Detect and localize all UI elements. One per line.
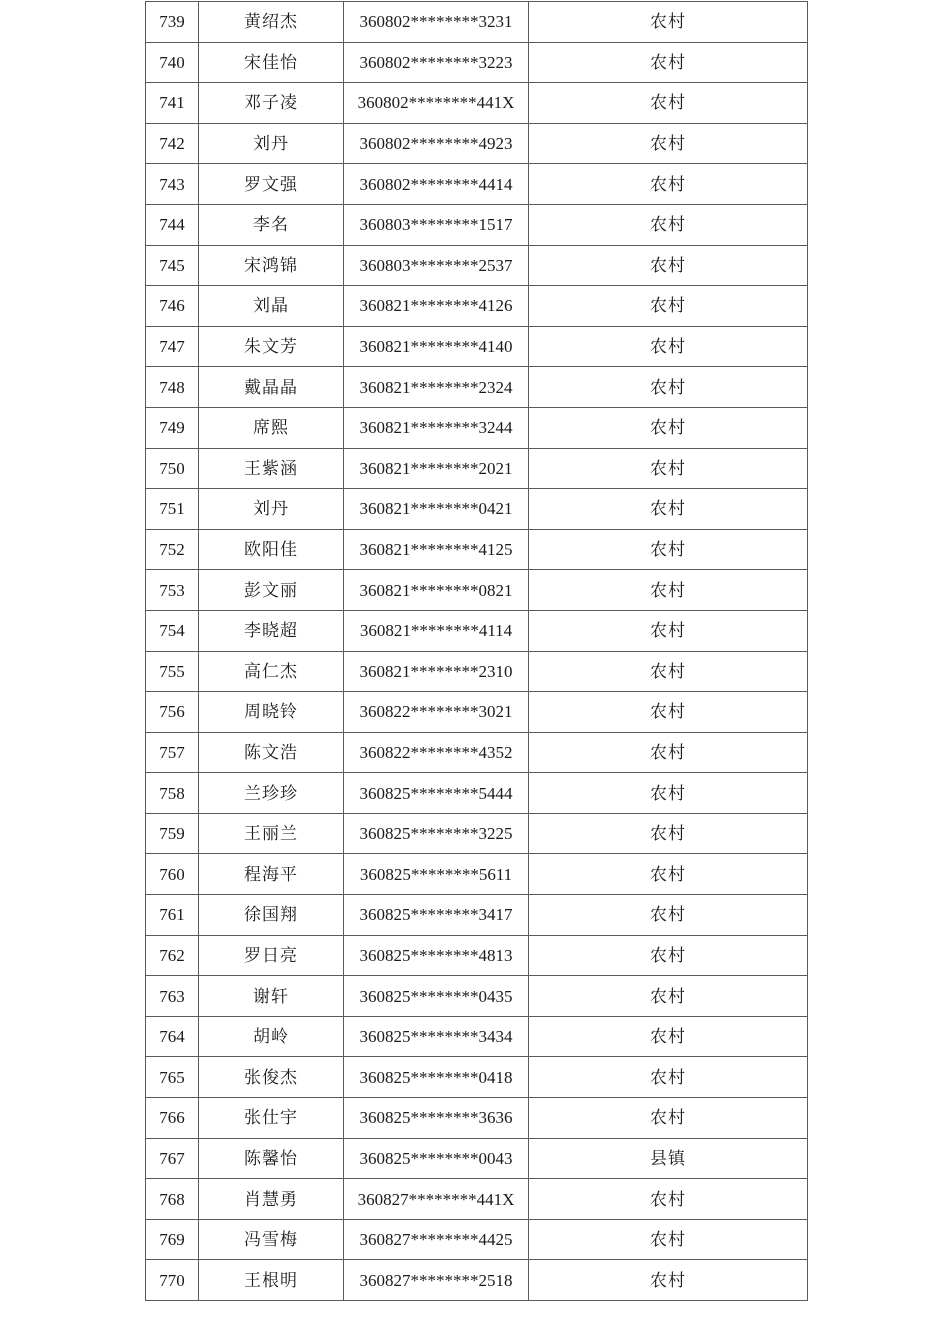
category-cell: 农村 (529, 204, 808, 245)
name-cell: 冯雪梅 (199, 1219, 344, 1260)
id-number-cell: 360821********0421 (344, 489, 529, 530)
id-number-cell: 360825********5611 (344, 854, 529, 895)
row-number-cell: 752 (146, 529, 199, 570)
category-cell: 农村 (529, 976, 808, 1017)
row-number-cell: 759 (146, 813, 199, 854)
id-number-cell: 360825********3434 (344, 1016, 529, 1057)
row-number-cell: 764 (146, 1016, 199, 1057)
name-cell: 刘晶 (199, 286, 344, 327)
table-row (146, 407, 808, 448)
row-number-cell: 756 (146, 692, 199, 733)
row-number-cell: 743 (146, 164, 199, 205)
id-number-cell: 360803********2537 (344, 245, 529, 286)
row-number-cell: 762 (146, 935, 199, 976)
row-number-cell: 763 (146, 976, 199, 1017)
category-cell: 农村 (529, 83, 808, 124)
id-number-cell: 360821********4114 (344, 610, 529, 651)
row-number-cell: 745 (146, 245, 199, 286)
category-cell: 农村 (529, 245, 808, 286)
row-number-cell: 750 (146, 448, 199, 489)
id-number-cell: 360822********3021 (344, 692, 529, 733)
category-cell: 农村 (529, 1260, 808, 1301)
row-number-cell: 741 (146, 83, 199, 124)
row-number-cell: 770 (146, 1260, 199, 1301)
id-number-cell: 360827********441X (344, 1179, 529, 1220)
table-row (146, 1179, 808, 1220)
name-cell: 李名 (199, 204, 344, 245)
table-row (146, 529, 808, 570)
table-row (146, 1219, 808, 1260)
table-row (146, 570, 808, 611)
id-number-cell: 360821********4126 (344, 286, 529, 327)
name-cell: 徐国翔 (199, 895, 344, 936)
id-number-cell: 360802********4923 (344, 123, 529, 164)
category-cell: 农村 (529, 732, 808, 773)
category-cell: 农村 (529, 1179, 808, 1220)
id-number-cell: 360821********4125 (344, 529, 529, 570)
id-number-cell: 360825********0435 (344, 976, 529, 1017)
table-row (146, 813, 808, 854)
id-number-cell: 360827********4425 (344, 1219, 529, 1260)
category-cell: 农村 (529, 651, 808, 692)
category-cell: 农村 (529, 610, 808, 651)
row-number-cell: 746 (146, 286, 199, 327)
category-cell: 农村 (529, 2, 808, 43)
table-row (146, 651, 808, 692)
name-cell: 罗日亮 (199, 935, 344, 976)
table-row (146, 326, 808, 367)
row-number-cell: 740 (146, 42, 199, 83)
id-number-cell: 360821********0821 (344, 570, 529, 611)
category-cell: 农村 (529, 813, 808, 854)
name-cell: 兰珍珍 (199, 773, 344, 814)
name-cell: 宋鸿锦 (199, 245, 344, 286)
row-number-cell: 765 (146, 1057, 199, 1098)
id-number-cell: 360825********0043 (344, 1138, 529, 1179)
name-cell: 罗文强 (199, 164, 344, 205)
id-number-cell: 360825********3225 (344, 813, 529, 854)
name-cell: 席熙 (199, 407, 344, 448)
table-row (146, 976, 808, 1017)
table-row (146, 367, 808, 408)
row-number-cell: 744 (146, 204, 199, 245)
category-cell: 农村 (529, 935, 808, 976)
id-number-cell: 360802********3223 (344, 42, 529, 83)
row-number-cell: 751 (146, 489, 199, 530)
id-number-cell: 360821********3244 (344, 407, 529, 448)
row-number-cell: 760 (146, 854, 199, 895)
id-number-cell: 360803********1517 (344, 204, 529, 245)
id-number-cell: 360821********2310 (344, 651, 529, 692)
id-number-cell: 360802********4414 (344, 164, 529, 205)
table-row (146, 245, 808, 286)
category-cell: 农村 (529, 367, 808, 408)
table-row (146, 1098, 808, 1139)
category-cell: 农村 (529, 1098, 808, 1139)
category-cell: 县镇 (529, 1138, 808, 1179)
table-row (146, 1260, 808, 1301)
name-cell: 胡岭 (199, 1016, 344, 1057)
name-cell: 黄绍杰 (199, 2, 344, 43)
name-cell: 刘丹 (199, 489, 344, 530)
row-number-cell: 768 (146, 1179, 199, 1220)
category-cell: 农村 (529, 407, 808, 448)
name-cell: 李晓超 (199, 610, 344, 651)
category-cell: 农村 (529, 489, 808, 530)
name-cell: 陈文浩 (199, 732, 344, 773)
category-cell: 农村 (529, 895, 808, 936)
name-cell: 谢轩 (199, 976, 344, 1017)
id-number-cell: 360825********5444 (344, 773, 529, 814)
table-row (146, 164, 808, 205)
table-row (146, 204, 808, 245)
id-number-cell: 360827********2518 (344, 1260, 529, 1301)
table-row (146, 42, 808, 83)
row-number-cell: 753 (146, 570, 199, 611)
row-number-cell: 761 (146, 895, 199, 936)
name-cell: 刘丹 (199, 123, 344, 164)
category-cell: 农村 (529, 529, 808, 570)
row-number-cell: 758 (146, 773, 199, 814)
table-row (146, 489, 808, 530)
row-number-cell: 754 (146, 610, 199, 651)
table-row (146, 1138, 808, 1179)
id-number-cell: 360825********3636 (344, 1098, 529, 1139)
name-cell: 陈馨怡 (199, 1138, 344, 1179)
row-number-cell: 766 (146, 1098, 199, 1139)
row-number-cell: 742 (146, 123, 199, 164)
category-cell: 农村 (529, 448, 808, 489)
category-cell: 农村 (529, 164, 808, 205)
id-number-cell: 360825********0418 (344, 1057, 529, 1098)
table-row (146, 610, 808, 651)
row-number-cell: 755 (146, 651, 199, 692)
table-row (146, 692, 808, 733)
category-cell: 农村 (529, 286, 808, 327)
name-cell: 朱文芳 (199, 326, 344, 367)
category-cell: 农村 (529, 1219, 808, 1260)
table-row (146, 1016, 808, 1057)
category-cell: 农村 (529, 1057, 808, 1098)
row-number-cell: 739 (146, 2, 199, 43)
category-cell: 农村 (529, 692, 808, 733)
id-number-cell: 360821********2021 (344, 448, 529, 489)
table-row (146, 83, 808, 124)
name-cell: 宋佳怡 (199, 42, 344, 83)
table-row (146, 123, 808, 164)
category-cell: 农村 (529, 854, 808, 895)
table-row (146, 1057, 808, 1098)
roster-table-body (146, 2, 808, 1301)
category-cell: 农村 (529, 42, 808, 83)
category-cell: 农村 (529, 773, 808, 814)
table-row (146, 286, 808, 327)
id-number-cell: 360825********3417 (344, 895, 529, 936)
row-number-cell: 747 (146, 326, 199, 367)
row-number-cell: 767 (146, 1138, 199, 1179)
name-cell: 王丽兰 (199, 813, 344, 854)
name-cell: 邓子凌 (199, 83, 344, 124)
name-cell: 周晓铃 (199, 692, 344, 733)
name-cell: 戴晶晶 (199, 367, 344, 408)
category-cell: 农村 (529, 123, 808, 164)
category-cell: 农村 (529, 326, 808, 367)
table-row (146, 935, 808, 976)
roster-table (145, 1, 808, 1301)
table-row (146, 854, 808, 895)
row-number-cell: 769 (146, 1219, 199, 1260)
name-cell: 张仕宇 (199, 1098, 344, 1139)
row-number-cell: 748 (146, 367, 199, 408)
id-number-cell: 360802********3231 (344, 2, 529, 43)
id-number-cell: 360821********4140 (344, 326, 529, 367)
table-row (146, 773, 808, 814)
name-cell: 王紫涵 (199, 448, 344, 489)
name-cell: 肖慧勇 (199, 1179, 344, 1220)
row-number-cell: 749 (146, 407, 199, 448)
name-cell: 程海平 (199, 854, 344, 895)
id-number-cell: 360821********2324 (344, 367, 529, 408)
name-cell: 欧阳佳 (199, 529, 344, 570)
name-cell: 彭文丽 (199, 570, 344, 611)
table-row (146, 732, 808, 773)
row-number-cell: 757 (146, 732, 199, 773)
category-cell: 农村 (529, 570, 808, 611)
table-row (146, 2, 808, 43)
name-cell: 张俊杰 (199, 1057, 344, 1098)
id-number-cell: 360825********4813 (344, 935, 529, 976)
table-row (146, 448, 808, 489)
table-row (146, 895, 808, 936)
id-number-cell: 360802********441X (344, 83, 529, 124)
id-number-cell: 360822********4352 (344, 732, 529, 773)
category-cell: 农村 (529, 1016, 808, 1057)
name-cell: 高仁杰 (199, 651, 344, 692)
name-cell: 王根明 (199, 1260, 344, 1301)
